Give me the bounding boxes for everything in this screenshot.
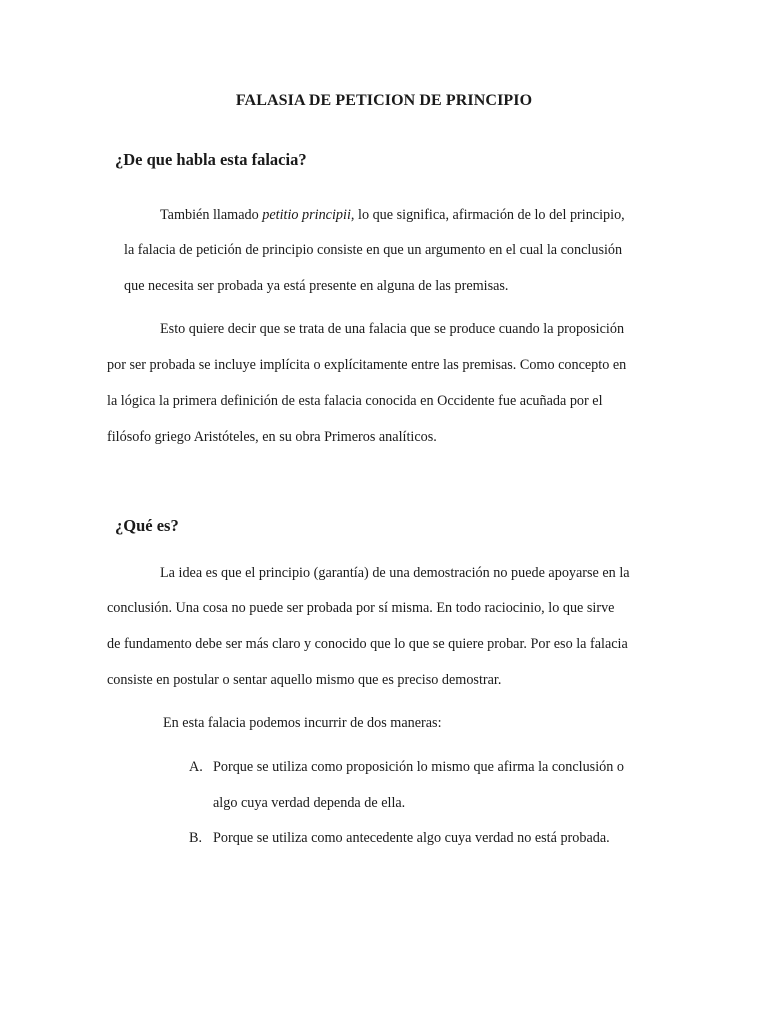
- list-item-text: Porque se utiliza como proposición lo mismo que afirma la conclusión o: [213, 759, 624, 775]
- paragraph-line: filósofo griego Aristóteles, en su obra Primeros analíticos.: [107, 429, 437, 445]
- paragraph-line: la lógica la primera definición de esta falacia conocida en Occidente fue acuñada por el: [107, 393, 603, 409]
- paragraph-line: Esto quiere decir que se trata de una falacia que se produce cuando la proposición: [160, 321, 625, 337]
- paragraph-line: de fundamento debe ser más claro y conocido que lo que se quiere probar. Por eso la falacia: [107, 636, 628, 652]
- list-marker: A.: [189, 759, 203, 775]
- list-item-text: algo cuya verdad dependa de ella.: [213, 795, 406, 811]
- document-title: FALASIA DE PETICION DE PRINCIPIO: [235, 92, 533, 109]
- paragraph-line: consiste en postular o sentar aquello mismo que es preciso demostrar.: [107, 672, 502, 688]
- section-heading-what-is-it: ¿Qué es?: [115, 516, 179, 535]
- list-marker: B.: [189, 830, 203, 846]
- section-heading-what-it-talks-about: ¿De que habla esta falacia?: [115, 150, 307, 169]
- list-item-text: Porque se utiliza como antecedente algo cuya verdad no está probada.: [213, 830, 610, 846]
- list-intro: En esta falacia podemos incurrir de dos maneras:: [163, 715, 442, 731]
- paragraph-line: [160, 207, 625, 224]
- paragraph-text: También llamado: [160, 207, 263, 223]
- latin-term: petitio principii,: [262, 207, 355, 223]
- paragraph-line: por ser probada se incluye implícita o explícitamente entre las premisas. Como concepto en: [107, 357, 627, 373]
- paragraph-line: que necesita ser probada ya está presente en alguna de las premisas.: [124, 278, 509, 294]
- paragraph-line: la falacia de petición de principio consiste en que un argumento en el cual la conclusión: [124, 242, 623, 258]
- paragraph-line: La idea es que el principio (garantía) de una demostración no puede apoyarse en la: [160, 565, 630, 581]
- paragraph-text: lo que significa, afirmación de lo del principio,: [354, 207, 625, 223]
- paragraph-line: conclusión. Una cosa no puede ser probada por sí misma. En todo raciocinio, lo que sirve: [107, 600, 615, 616]
